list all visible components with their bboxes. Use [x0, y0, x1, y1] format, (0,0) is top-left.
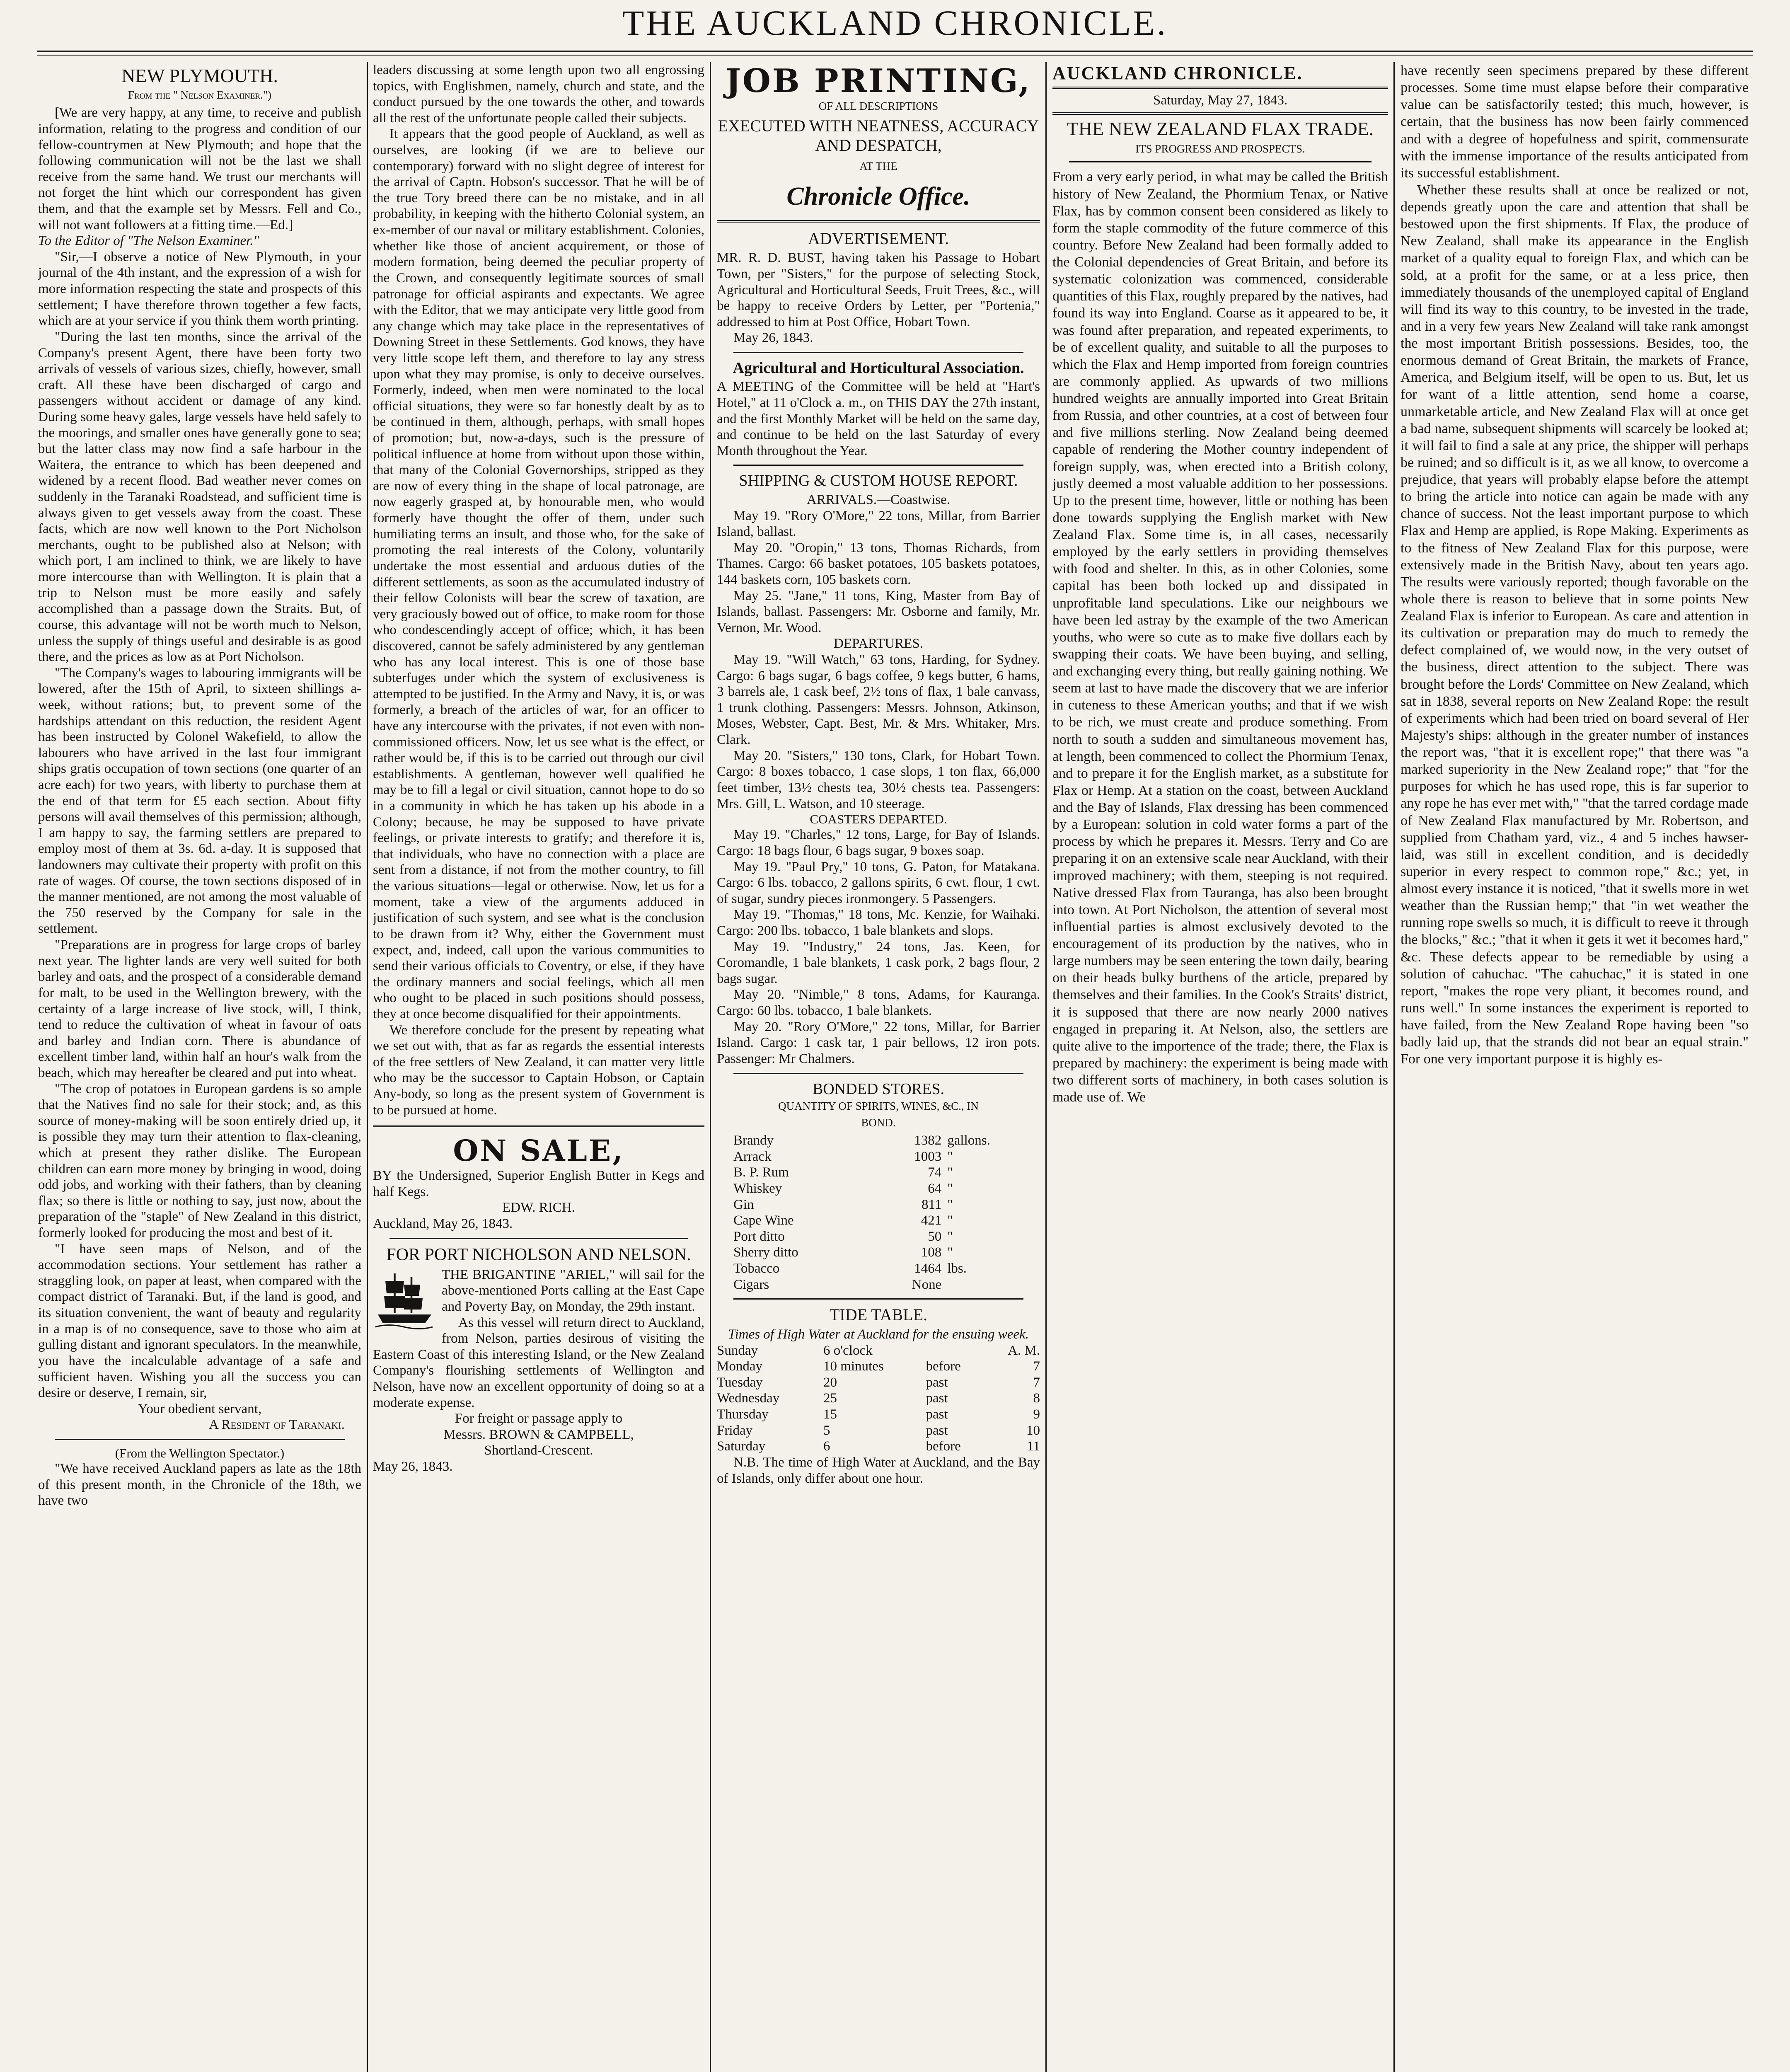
- article-paragraph: We therefore conclude for the present by repeating what we set out with, that as far as regards the essential interests of the free settlers of New Zealand, it can matter very little who may be the successor to Captain Hobson, or Captain Any-body, so long as the present system of Government is to be pursued at home.: [373, 1022, 704, 1118]
- article-source: (From the Wellington Spectator.): [115, 1445, 285, 1460]
- column-rule: [1393, 62, 1395, 2072]
- departure-entry: May 20. "Sisters," 130 tons, Clark, for Hobart Town. Cargo: 8 boxes tobacco, 1 case slops, 1 ton flax, 66,000 feet timber, 13½ chests tea, 30½ chests tea. Passengers: Mrs. Gill, L. Watson, and 10 steerage.: [717, 748, 1040, 811]
- table-row: Cape Wine 421 ": [733, 1213, 953, 1228]
- port-body: THE BRIGANTINE "ARIEL," will sail for the above-mentioned Ports calling at the East Cape and Poverty Bay, on Monday, the 29th instant.: [442, 1267, 704, 1314]
- arrival-entry: May 19. "Rory O'More," 22 tons, Millar, from Barrier Island, ballast.: [717, 508, 1040, 540]
- table-row: Friday 5 past 10: [717, 1423, 1040, 1438]
- ship-icon: [373, 1268, 435, 1331]
- article-title: THE NEW ZEALAND FLAX TRADE.: [1067, 118, 1374, 140]
- article-paragraph: From a very early period, in what may be called the British history of New Zealand, the Phormium Tenax, or Native Flax, has by common consent been considered as likely to form the staple commodity of the future commerce of this country. Before New Zealand had been formally added to the Colonial dependencies of Great Britain, and before its systematic colonization was commenced, considerable quantities of this Flax, roughly prepared by the natives, had found its way into England. Coarse as it appeared to be, it was found after preparation, and repeated experiments, to be of excellent quality, and suitable to all the purposes to which the Flax and Hemp imported from foreign countries are commonly applied. As upwards of two millions hundred weights are annually imported into Great Britain from Russia, and other countries, at a cost of between four and five millions sterling. Now Zealand being deemed capable of rendering the Mother country independent of foreign supply, was, when erected into a British colony, justly deemed a most valuable addition to her possessions. Up to the present time, however, little or nothing has been done towards supplying the English market with New Zealand Flax. Some time is, in all cases, necessarily employed by the early settlers in providing themselves with food and shelter. In this, as in other Colonies, some capital has been both locked up and dissipated in unprofitable land speculations. Like our neighbours we have been led astray by the example of the two American youths, who were so cute as to make five dollars each by swapping their coats. We have been buying, and selling, and exchanging every thing, but really gaining nothing. We seem at last to have made the discovery that we are inferior in cuteness to these American youths; and that if we wish to be rich, we must create and produce something. From north to south a sudden and simultaneous movement has, at length, been commenced to collect the Phormium Tenax, and to prepare it for the English market, as a substitute for Flax or Hemp. At a station on the coast, between Auckland and the Bay of Islands, Flax dressing has been commenced by a European: solution in cold water forms a part of the process by which he prepares it. Messrs. Terry and Co are preparing it on an extensive scale near Auckland, with their improved machinery; with them, steeping is not required. Native dressed Flax from Tauranga, has also been brought into town. At Port Nicholson, the attention of several most influential parties is almost exclusively devoted to the encouragement of its production by the natives, who in large numbers may be seen entering the town daily, bearing on their heads bulky burthens of the article, prepared by themselves and their families. In the Cook's Straits' district, it is supposed that there are now nearly 2000 natives engaged in preparing it. At Nelson, also, the settlers are quite alive to the importence of the trade; there, the Flax is prepared by machinery: the experiment is being made with two different sorts of machinery, in both cases solution is made use of. We: [1052, 169, 1388, 1105]
- advertisement-date: May 26, 1843.: [733, 330, 813, 346]
- port-body-2: As this vessel will return direct to Auckland, from Nelson, parties desirous of visiting the Eastern Coast of this interesting Island, or the New Zealand Company's flourishing settlements of Wellington and Nelson, have now an excellent opportunity of doing so at a moderate expense.: [373, 1315, 704, 1410]
- table-row: Cigars None: [733, 1277, 942, 1292]
- divider: [717, 220, 1040, 223]
- arrivals-heading: ARRIVALS.—Coastwise.: [807, 492, 950, 507]
- letter-signature: A Resident of Taranaki.: [209, 1417, 345, 1433]
- divider: [55, 1439, 345, 1440]
- shipping-title: SHIPPING & CUSTOM HOUSE REPORT.: [739, 472, 1018, 490]
- table-row: Tuesday 20 past 7: [717, 1375, 1040, 1390]
- sale-body: BY the Undersigned, Superior English Butter in Kegs and half Kegs.: [373, 1168, 704, 1199]
- port-agents: Messrs. BROWN & CAMPBELL,: [443, 1427, 634, 1442]
- article-paragraph: "We have received Auckland papers as late as the 18th of this present month, in the Chronicle of the 18th, we have two: [38, 1461, 361, 1508]
- column-rule: [367, 62, 368, 2072]
- article-title: NEW PLYMOUTH.: [121, 65, 278, 86]
- job-printing-line: AT THE: [859, 160, 897, 173]
- issue-date: Saturday, May 27, 1843.: [1153, 93, 1288, 108]
- coaster-entry: May 19. "Industry," 24 tons, Jas. Keen, for Coromandle, 1 bale blankets, 1 cask pork, 2 bags flour, 2 bags sugar.: [717, 939, 1040, 986]
- advertisement-title: ADVERTISEMENT.: [808, 229, 949, 248]
- bonded-subtitle: QUANTITY OF SPIRITS, WINES, &C., IN: [778, 1099, 979, 1112]
- sale-date: Auckland, May 26, 1843.: [373, 1216, 513, 1231]
- column-flax-continued: [1401, 62, 1749, 2072]
- table-row: Sunday 6 o'clock A. M.: [717, 1343, 1040, 1358]
- article-paragraph: leaders discussing at some length upon two all engrossing topics, with Englishmen, namely, church and state, and the conduct pursued by the one towards the other, and towards all the rest of the unfortunate people called their subjects.: [373, 63, 704, 126]
- article-paragraph: "The crop of potatoes in European gardens is so ample that the Natives find no sale for their stock; and, as this source of money-making will be soon entirely dried up, it is possible they may turn their attention to flax-cleaning, which at present they rather dislike. The European children can earn more money by bringing in wood, doing odd jobs, and working with their fathers, than by cleaning flax; so there is little or nothing to say, just now, about the preparation of the "staple" of New Zealand in this district, formerly looked for producing the most and best of it.: [38, 1081, 361, 1241]
- article-source: From the " Nelson Examiner."): [128, 88, 271, 101]
- sale-title: ON SALE,: [453, 1133, 624, 1168]
- article-paragraph: "The Company's wages to labouring immigrants will be lowered, after the 15th of April, to sixteen shillings a-week, without rations; but, to prevent some of the hardships attendant on this reduction, the resident Agent has been instructed by Colonel Wakefield, to allow the labourers who have arrived in the last four immigrant ships gratis occupation of town sections (one quarter of an acre each) for two years, with liberty to purchase them at the end of that term for £5 each section. About fifty persons will avail themselves of this permission; although, I am happy to say, the farming settlers are prepared to employ most of them at 3s. 6d. a-day. It is supposed that landowners may cultivate their property with profit on this rate of wages. Of course, the town sections disposed of in the manner mentioned, are not among the most valuable of the 750 reserved by the Company for sale in the settlement.: [38, 665, 361, 937]
- departures-heading: DEPARTURES.: [834, 636, 923, 651]
- masthead-rule: [37, 51, 1753, 52]
- table-row: Gin 811 ": [733, 1197, 953, 1212]
- divider: [1052, 87, 1388, 89]
- table-row: Thursday 15 past 9: [717, 1407, 1040, 1422]
- table-row: Brandy 1382 gallons.: [733, 1133, 990, 1148]
- column-flax-trade: [1052, 62, 1388, 2072]
- column-notices: [717, 62, 1040, 2072]
- coaster-entry: May 19. "Thomas," 18 tons, Mc. Kenzie, for Waihaki. Cargo: 200 lbs. tobacco, 1 bale blankets and slops.: [717, 907, 1040, 939]
- arrival-entry: May 25. "Jane," 11 tons, King, Master from Bay of Islands, ballast. Passengers: Mr. Osborne and family, Mr. Vernon, Mr. Wood.: [717, 588, 1040, 635]
- letter-closing: Your obedient servant,: [138, 1401, 262, 1416]
- column-editorial: [373, 62, 704, 2072]
- job-printing-line: OF ALL DESCRIPTIONS: [818, 100, 939, 113]
- masthead-rule-thin: [37, 55, 1753, 56]
- table-row: Port ditto 50 ": [733, 1229, 953, 1244]
- divider: [733, 1298, 1023, 1300]
- column-rule: [1045, 62, 1047, 2072]
- tide-subtitle: Times of High Water at Auckland for the ensuing week.: [728, 1327, 1029, 1342]
- table-row: Wednesday 25 past 8: [717, 1391, 1040, 1406]
- column-new-plymouth: [38, 62, 361, 2072]
- departure-entry: May 19. "Will Watch," 63 tons, Harding, for Sydney. Cargo: 6 bags sugar, 6 bags coffee, 9 kegs butter, 6 hams, 3 barrels ale, 1 cask beef, 2½ tons of flax, 1 bale canvass, 1 trunk clothing. Passengers: Messrs. Johnson, Atkinson, Moses, Webster, Capt. Best, Mr. & Mrs. Whitaker, Mrs. Clark.: [717, 652, 1040, 748]
- tide-title: TIDE TABLE.: [829, 1305, 927, 1324]
- tide-table: [717, 1343, 1040, 1455]
- table-row: Arrack 1003 ": [733, 1149, 953, 1164]
- table-row: Saturday 6 before 11: [717, 1439, 1040, 1454]
- port-apply: For freight or passage apply to: [455, 1411, 623, 1426]
- job-printing-title: JOB PRINTING,: [725, 62, 1031, 100]
- coasters-heading: COASTERS DEPARTED.: [810, 812, 947, 827]
- bonded-title: BONDED STORES.: [812, 1080, 945, 1098]
- article-paragraph: have recently seen specimens prepared by these different processes. Some time must elapse before their comparative value can be satisfactorily tested; this much, however, is certain, that the business has now been fairly commenced and with a degree of hopefulness and spirit, commensurate with the immense importance of the results anticipated from its successful establishment.: [1401, 63, 1749, 181]
- article-paragraph: It appears that the good people of Auckland, as well as ourselves, are looking (if we are to believe our contemporary) forward with no slight degree of interest for the arrival of Captn. Hobson's successor. That he will be of the true Tory breed there can be no mistake, and in all probability, in keeping with the hitherto Colonial system, an ex-member of our naval or military establishment. Colonies, whether like those of ancient acquirement, or those of modern formation, being deemed the peculiar property of the Crown, and consequently legitimate sources of small patronage for official aspirants and expectants. We agree with the Editor, that we may anticipate very little good from any change which may take place in the representatives of Downing Street in these Settlements. God knows, they have very little scope left them, and therefore to lay any stress upon what they may promise, is only to deceive ourselves. Formerly, indeed, when men were nominated to the local official situations, they were so far honestly dealt by as to be continued in them, although, perhaps, with small hopes of promotion; but, now-a-days, such is the pressure of political influence at home from without upon those within, that many of the Colonial Governorships, stripped as they are now of every thing in the shape of local patronage, are now eagerly grasped at, by honourable men, who would formerly have thought the offer of them, under such humiliating terms an insult, and those who, for the sake of promoting the real interests of the Colony, voluntarily undertake the most essential and arduous duties of the different settlements, as soon as the accumulated industry of their fellow Colonists will bear the screw of taxation, are very graciously bowed out of office, to make room for those who condescendingly accept of office; which, it has been discovered, cannot be safely administered by any gentleman who has any local interest. This is one of those base subterfuges under which the system of exclusiveness is attempted to be justified. In the Army and Navy, it is, or was formerly, a breach of the articles of war, for an officer to have any intercourse with the privates, if not even with non-commissioned officers. Now, let us see what is the effect, or rather would be, if this is to be carried out through our civil establishments. A gentleman, however well qualified he may be to fill a legal or civil situation, cannot hope to do so in a community in which he has taken up his abode in a Colony; because, he may be supposed to have private feelings, or private interests to gratify; and therefore it is, that individuals, who have no connection with a place are sent from a distance, if not from the mother country, to fill the various situations—legal or otherwise. Now, let us for a moment, take a view of the arguments adduced in justification of such system, and see what is the conclusion to be drawn from it? Why, either the Government must expect, and, indeed, call upon the various communities to send their various officials to Coventry, or else, if they have the ordinary manners and social feelings, which all men who ought to be placed in such positions should possess, they at once become disqualified for their appointments.: [373, 126, 704, 1021]
- divider: [733, 352, 1023, 353]
- job-printing-line: EXECUTED WITH NEATNESS, ACCURACY AND DESPATCH,: [718, 116, 1039, 155]
- divider: [1069, 161, 1372, 162]
- article-paragraph: [We are very happy, at any time, to receive and publish information, relating to the progress and condition of our fellow-countrymen at New Plymouth; and hope that the following communication will not be the last we shall receive from the same hand. We trust our merchants will not forget the hint which our correspondent has given them, and that the example set by Messrs. Fell and Co., will not want followers at a fitting time.—Ed.]: [38, 105, 361, 232]
- coaster-entry: May 20. "Rory O'More," 22 tons, Millar, for Barrier Island. Cargo: 1 cask tar, 1 pair bellows, 12 iron pots. Passenger: Mr Chalmers.: [717, 1019, 1040, 1066]
- association-title: Agricultural and Horticultural Association.: [733, 359, 1024, 377]
- article-paragraph: "Sir,—I observe a notice of New Plymouth, in your journal of the 4th instant, and the expression of a wish for more information respecting the state and prospects of this settlement; I have therefore thrown together a few facts, which are at your service if you think them worth printing.: [38, 249, 361, 329]
- association-body: A MEETING of the Committee will be held at "Hart's Hotel," at 11 o'Clock a. m., on THIS DAY the 27th instant, and the first Monthly Market will be held on the same day, and continue to be held on the last Saturday of every Month throughout the Year.: [717, 379, 1040, 458]
- divider: [373, 1125, 704, 1127]
- port-date: May 26, 1843.: [373, 1459, 453, 1474]
- divider: [1052, 112, 1388, 115]
- port-address: Shortland-Crescent.: [484, 1443, 593, 1458]
- divider: [389, 1238, 688, 1239]
- table-row: Whiskey 64 ": [733, 1181, 953, 1196]
- article-paragraph: Whether these results shall at once be realized or not, depends greatly upon the care and attention that shall be bestowed upon the first shipments. If Flax, the produce of New Zealand, shall make its appearance in the English market of a quality equal to foreign Flax, and which can be sold, at a profit for the same, or at a less price, then immediately thousands of the unemployed capital of England will find its way to this country, to be invested in the trade, and in a very few years New Zealand will take rank amongst the most important British possessions. Besides, too, the enormous demand of Great Britain, the markets of France, America, and Belgium itself, will be open to us. But, let us for want of a little attention, send home a coarse, unmarketable article, and New Zealand Flax will at once get a bad name, subsequent shipments will scarcely be looked at; it will fail to find a sale at any price, the shipper will perhaps be ruined; and so difficult is it, as we all know, to overcome a prejudice, that years will probably elapse before the attempt to bring the article into notice can again be made with any chance of success. Not the least important purpose to which Flax and Hemp are applied, is Rope Making. Experiments as to the fitness of New Zealand Flax for this purpose, were extensively made in the British Navy, about ten years ago. The results were variously reported; though favorable on the whole there is reason to believe that in some points New Zealand Flax is inferior to European. As care and attention in its cultivation or preparation may do much to remedy the defect complained of, we would now, in the very outset of the business, direct attention to the subject. There was brought before the Lords' Committee on New Zealand, which sat in 1838, several reports on New Zealand Rope: the result of experiments which had been tried on board several of Her Majesty's ships: although in the greater number of instances the report was, "that it is excellent rope;" that there was "a marked superiority in the New Zealand rope;" that "for the purposes for which he has used rope, this is far superior to any rope he has ever met with," "that the tarred cordage made of New Zealand Flax manufactured by Mr. Robertson, and supplied from Chatham yard, viz., 4 and 5 inches hawser-laid, was still in excellent condition, and is decidedly superior in every respect to common rope," &c.; yet, in almost every instance it is noticed, "that it swells more in wet weather than the Russian hemp;" that "in wet weather the running rope swells so much, it is difficult to reeve it through the blocks," &c.; "that it when it gets it wet it becomes hard," &c. These defects appear to be remediable by using a solution of cahuchac. "The cahuchac," it is stated in one report, "makes the rope very pliant, it becomes round, and runs well." In some instances the experiment is reported to have failed, from the New Zealand Rope having been "so badly laid up, that the strands did not bear an equal strain." For one very important purpose it is highly es-: [1401, 182, 1749, 1067]
- article-subtitle: ITS PROGRESS AND PROSPECTS.: [1135, 142, 1305, 155]
- table-row: Monday 10 minutes before 7: [717, 1359, 1040, 1374]
- coaster-entry: May 20. "Nimble," 8 tons, Adams, for Kauranga. Cargo: 60 lbs. tobacco, 1 bale blankets.: [717, 987, 1040, 1019]
- masthead-title: THE AUCKLAND CHRONICLE.: [622, 3, 1168, 43]
- coaster-entry: May 19. "Paul Pry," 10 tons, G. Paton, for Matakana. Cargo: 6 lbs. tobacco, 2 gallons spirits, 6 cwt. flour, 1 cwt. of sugar, sundry pieces ironmongery. 5 Passengers.: [717, 859, 1040, 906]
- divider: [733, 465, 1023, 466]
- sale-signature: EDW. RICH.: [502, 1200, 575, 1215]
- article-paragraph: "I have seen maps of Nelson, and of the accommodation sections. Your settlement has rather a straggling look, on paper at least, when compared with the compact district of Taranaki. But, if the land is good, and its situation convenient, the want of beauty and regularity in a map is of no consequence, save to those who aim at gulling distant and ignorant speculators. In the meanwhile, you have the incalculable advantage of a safe and sufficient haven. Wishing you all the success you can desire or deserve, I remain, sir,: [38, 1241, 361, 1401]
- column-rule: [710, 62, 711, 2072]
- article-paragraph: To the Editor of "The Nelson Examiner.": [38, 233, 259, 249]
- article-paragraph: "During the last ten months, since the arrival of the Company's present Agent, there have been forty two arrivals of vessels of various sizes, chiefly, however, small craft. All these have been discharged of cargo and passengers without accident or damage of any kind. During some heavy gales, large vessels have held safely to the moorings, and smaller ones have generally gone to sea; but the latter class may now find a safe harbour in the Waitera, the entrance to which has been deepened and widened by a recent flood. Bad weather never comes on suddenly in the Taranaki Roadstead, and sufficient time is always given to get vessels away from the coast. These facts, which are now well known to the Port Nicholson merchants, ought to be published also at Nelson; with which port, I am inclined to think, we are likely to have more intercourse than with Wellington. It is plain that a trip to Nelson must be more easily and safely accomplished than a passage down the Straits. But, of course, this advantage will not be worth much to Nelson, unless the supply of things useful and desirable is as good there, and the prices as low as at Port Nicholson.: [38, 329, 361, 665]
- port-title: FOR PORT NICHOLSON AND NELSON.: [386, 1245, 691, 1264]
- chronicle-office: Chronicle Office.: [786, 182, 970, 211]
- bonded-table: [717, 1133, 1040, 1293]
- coaster-entry: May 19. "Charles," 12 tons, Large, for Bay of Islands. Cargo: 18 bags flour, 6 bags sugar, 9 boxes soap.: [717, 827, 1040, 858]
- arrival-entry: May 20. "Oropin," 13 tons, Thomas Richards, from Thames. Cargo: 66 basket potatoes, 105 baskets potatoes, 144 baskets corn, 105 baskets corn.: [717, 540, 1040, 587]
- tide-note: N.B. The time of High Water at Auckland, and the Bay of Islands, only differ about one hour.: [717, 1455, 1040, 1486]
- table-row: B. P. Rum 74 ": [733, 1165, 953, 1180]
- table-row: Tobacco 1464 lbs.: [733, 1261, 967, 1276]
- bonded-bond: BOND.: [861, 1116, 896, 1129]
- nameplate: AUCKLAND CHRONICLE.: [1052, 63, 1303, 83]
- table-row: Sherry ditto 108 ": [733, 1245, 953, 1260]
- divider: [733, 1073, 1023, 1074]
- advertisement-body: MR. R. D. BUST, having taken his Passage to Hobart Town, per "Sisters," for the purpose of selecting Stock, Agricultural and Horticultural Seeds, Fruit Trees, &c., will be happy to receive Orders by Letter, per "Portenia," addressed to him at Post Office, Hobart Town.: [717, 250, 1040, 329]
- article-paragraph: "Preparations are in progress for large crops of barley next year. The lighter lands are very well suited for both barley and oats, and the prospect of a considerable demand for malt, to be used in the Wellington brewery, with the certainty of a large increase of live stock, will, I think, tend to reduce the cultivation of wheat in favour of oats and barley and Indian corn. There is abundance of excellent timber land, within half an hour's walk from the beach, which may hereafter be cleared and put into wheat.: [38, 937, 361, 1080]
